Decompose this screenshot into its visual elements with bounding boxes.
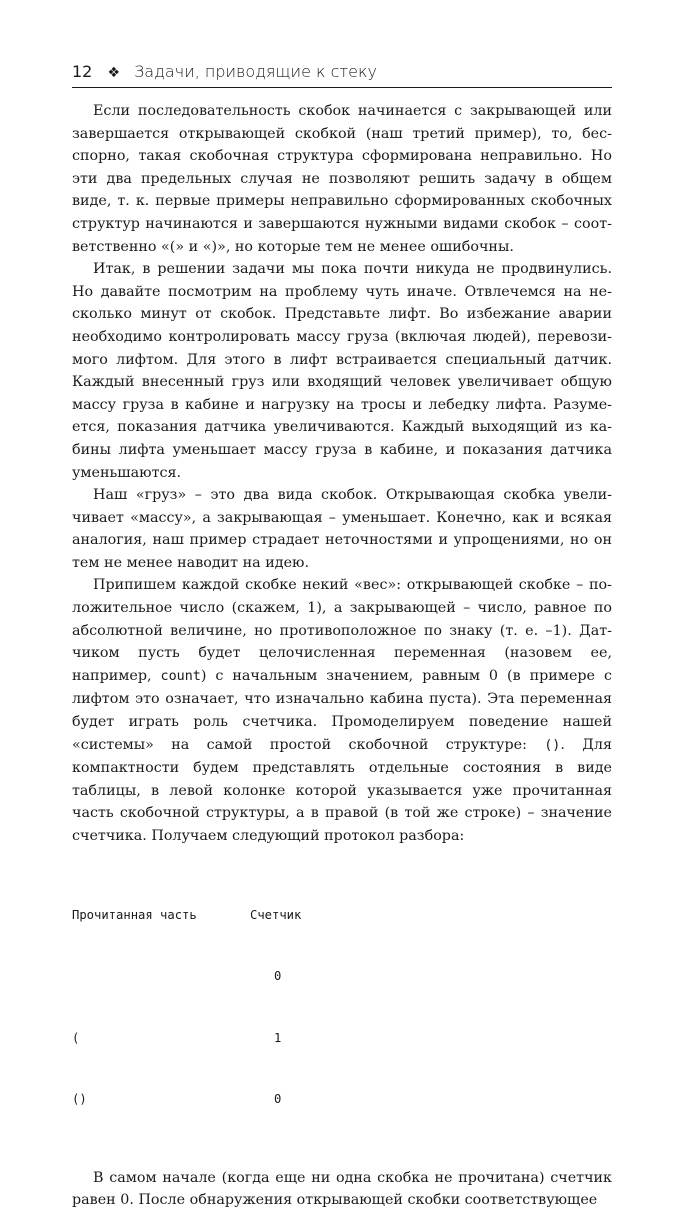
- paragraph-4: [72, 574, 612, 847]
- running-header: [72, 62, 612, 86]
- listing-cell-read: (: [72, 1030, 80, 1045]
- chapter-title: Задачи, приводящие к стеку: [134, 62, 377, 81]
- paragraph-4-text-c: . Для компактности будем представлять отдельные состояния в виде таблицы, в левой колонке которой указывается уже прочитанная часть скобочной структуры, а в правой (в той же строке) – значение счетчика. Получаем следующий протокол разбора:: [72, 736, 612, 844]
- listing-cell-counter: 0: [274, 1092, 282, 1107]
- listing-cell-counter: 1: [274, 1030, 282, 1045]
- listing-cell-read: (): [72, 1092, 87, 1107]
- listing-header-counter: Счетчик: [250, 907, 302, 922]
- listing-row: [72, 966, 612, 987]
- paragraph-2: Итак, в решении задачи мы пока почти никуда не продвинулись. Но давайте посмотрим на проблему чуть иначе. Отвлечемся на несколько минут от скобок. Представьте лифт. Во избежание аварии необходимо контролировать массу груза (включая людей), перевозимого лифтом. Для этого в лифт встраивается специальный датчик. Каждый внесенный груз или входящий человек увеличивает общую массу груза в кабине и нагрузку на тросы и лебедку лифта. Разумеется, показания датчика увеличиваются. Каждый выходящий из кабины лифта уменьшает массу груза в кабине, и показания датчика уменьшаются.: [72, 261, 612, 481]
- code-listing: [72, 864, 612, 1151]
- listing-row: [72, 1028, 612, 1049]
- diamond-ornament-icon: ❖: [107, 65, 121, 81]
- listing-row: [72, 1089, 612, 1110]
- listing-header-row: [72, 905, 612, 926]
- header-rule: [72, 87, 612, 88]
- page-body: [72, 100, 612, 1212]
- inline-code-parens: (): [544, 737, 561, 753]
- page-number: 12: [72, 62, 93, 81]
- paragraph-4-text-a: Припишем каждой скобке некий «вес»: открывающей скобке – положительное число (скажем, 1), а закрывающей – число, равное по абсолютной величине, но противоположное по знаку (т. е. –1). Датчиком пусть будет целочисленная переменная (назовем ее, например,: [72, 577, 612, 684]
- listing-header-read: Прочитанная часть: [72, 907, 197, 922]
- paragraph-4-text-b: ) с начальным значением, равным 0 (в примере с лифтом это означает, что изначально кабина пуста). Эта переменная будет играть роль счетчика. Промоделируем поведение нашей «системы» на самой простой скобочной структуре:: [72, 667, 613, 753]
- paragraph-3: Наш «груз» – это два вида скобок. Открывающая скобка увеличивает «массу», а закрывающая – уменьшает. Конечно, как и всякая аналогия, наш пример страдает неточностями и упрощениями, но он тем не менее наводит на идею.: [72, 487, 612, 571]
- listing-cell-read: [72, 966, 250, 987]
- inline-code-count: count: [160, 668, 201, 684]
- paragraph-1: Если последовательность скобок начинается с закрывающей или завершается открывающей скобкой (наш третий пример), то, бесспорно, такая скобочная структура сформирована неправильно. Но эти два предельных случая не позволяют решить задачу в общем виде, т. к. первые примеры неправильно сформированных скобочных структур начинаются и завершаются нужными видами скобок – соответственно «(» и «)», но которые тем не менее ошибочны.: [72, 103, 612, 255]
- listing-cell-counter: 0: [274, 969, 282, 984]
- paragraph-5: В самом начале (когда еще ни одна скобка не прочитана) счетчик равен 0. После обнаружения открывающей скобки соответствующее: [72, 1169, 612, 1209]
